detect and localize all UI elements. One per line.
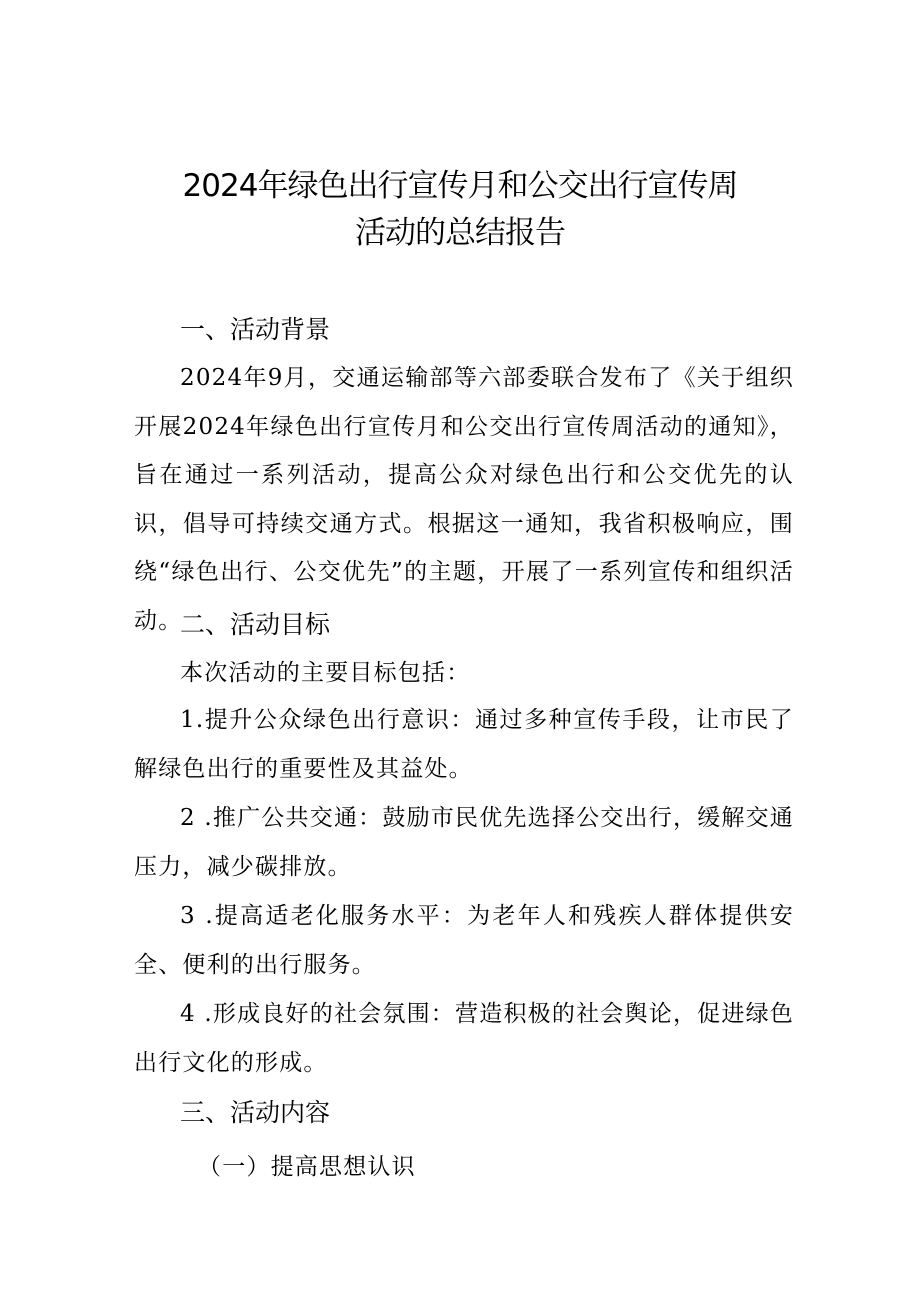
section-heading-background: 一、活动背景 xyxy=(180,315,331,344)
document-title-line-2: 活动的总结报告 xyxy=(355,215,565,251)
goal-item-1: 1.提升公众绿色出行意识：通过多种宣传手段，让市民了解绿色出行的重要性及其益处。 xyxy=(134,707,794,782)
section-heading-goals: 二、活动目标 xyxy=(180,610,331,639)
goal-item-3: 3 .提高适老化服务水平：为老年人和残疾人群体提供安全、便利的出行服务。 xyxy=(134,903,794,978)
section-heading-content: 三、活动内容 xyxy=(180,1098,331,1127)
background-paragraph: 2024年9月，交通运输部等六部委联合发布了《关于组织开展2024年绿色出行宣传月和公交出行宣传周活动的通知》，旨在通过一系列活动，提高公众对绿色出行和公交优先的认识，倡导可持续交通方式。根据这一通知，我省积极响应，围绕“绿色出行、公交优先”的主题，开展了一系列宣传和组织活动。 xyxy=(134,365,794,634)
goal-item-4: 4 .形成良好的社会氛围：营造积极的社会舆论，促进绿色出行文化的形成。 xyxy=(134,1001,794,1076)
document-title-line-1: 2024年绿色出行宣传月和公交出行宣传周 xyxy=(182,168,738,204)
subsection-heading-ideology: （一）提高思想认识 xyxy=(198,1154,416,1180)
goal-item-2: 2 .推广公共交通：鼓励市民优先选择公交出行，缓解交通压力，减少碳排放。 xyxy=(134,805,794,880)
goals-intro: 本次活动的主要目标包括： xyxy=(180,660,471,686)
